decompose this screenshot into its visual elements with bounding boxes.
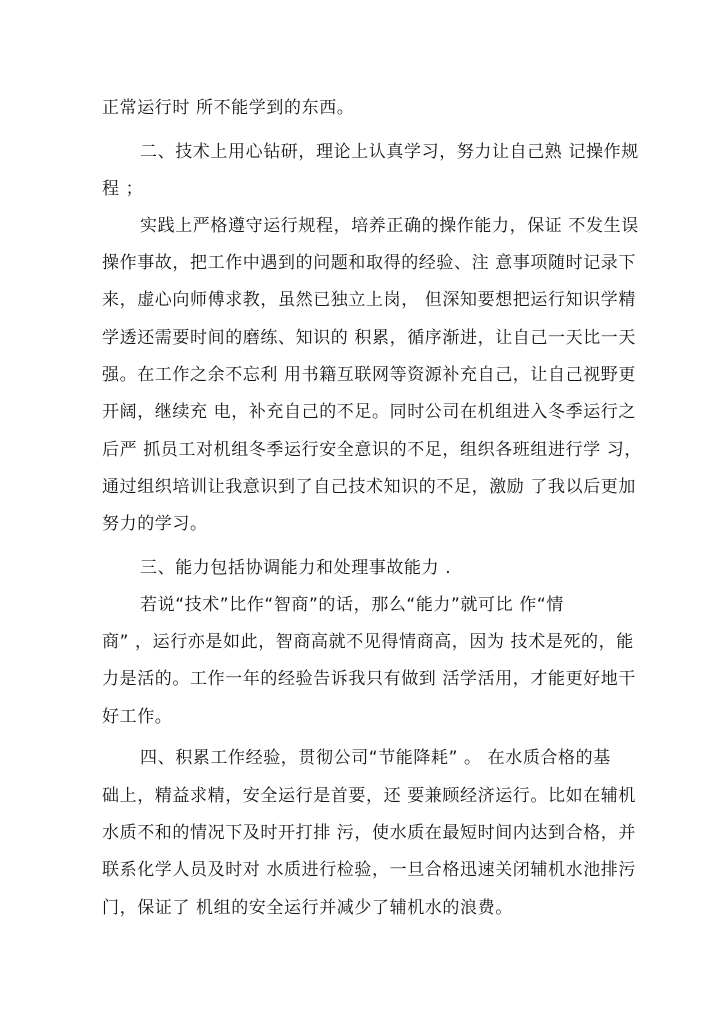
text-line-1: 正常运行时 所不能学到的东西。 (102, 98, 355, 118)
text-line-18: 四、积累工作经验，贯彻公司“节能降耗” 。 在水质合格的基 (140, 748, 611, 768)
text-line-15: 商” ，运行亦是如此，智商高就不见得情商高，因为 技术是死的，能 (102, 632, 634, 652)
text-line-12: 努力的学习。 (102, 514, 208, 534)
text-line-9: 开阔，继续充 电，补充自己的不足。同时公司在机组进入冬季运行之 (102, 402, 637, 422)
text-line-16: 力是活的。工作一年的经验告诉我只有做到 活学活用，才能更好地干 (102, 669, 637, 689)
text-line-8: 强。在工作之余不忘利 用书籍互联网等资源补充自己，让自己视野更 (102, 365, 637, 385)
text-line-21: 联系化学人员及时对 水质进行检验，一旦合格迅速关闭辅机水池排污 (102, 860, 637, 880)
text-line-5: 操作事故，把工作中遇到的问题和取得的经验、注 意事项随时记录下 (102, 253, 637, 273)
text-line-7: 学透还需要时间的磨练、知识的 积累，循序渐进，让自己一天比一天 (102, 328, 637, 348)
text-line-13: 三、能力包括协调能力和处理事故能力 . (140, 558, 452, 578)
text-line-14: 若说“技术”比作“智商”的话，那么“能力”就可比 作“情 (140, 595, 564, 615)
text-line-4: 实践上严格遵守运行规程，培养正确的操作能力，保证 不发生误 (140, 216, 639, 236)
text-line-2: 二、技术上用心钻研，理论上认真学习，努力让自己熟 记操作规 (140, 142, 639, 162)
text-line-3: 程 ； (102, 179, 144, 199)
text-line-22: 门，保证了 机组的安全运行并减少了辅机水的浪费。 (102, 898, 513, 918)
text-line-19: 础上，精益求精，安全运行是首要，还 要兼顾经济运行。比如在辅机 (102, 786, 637, 806)
text-line-10: 后严 抓员工对机组冬季运行安全意识的不足，组织各班组进行学 习， (102, 440, 643, 460)
text-line-20: 水质不和的情况下及时开打排 污，使水质在最短时间内达到合格，并 (102, 823, 637, 843)
text-line-6: 来，虚心向师傅求教，虽然已独立上岗， 但深知要想把运行知识学精 (102, 290, 637, 310)
text-line-11: 通过组织培训让我意识到了自己技术知识的不足，激励 了我以后更加 (102, 477, 637, 497)
text-line-17: 好工作。 (102, 707, 173, 727)
